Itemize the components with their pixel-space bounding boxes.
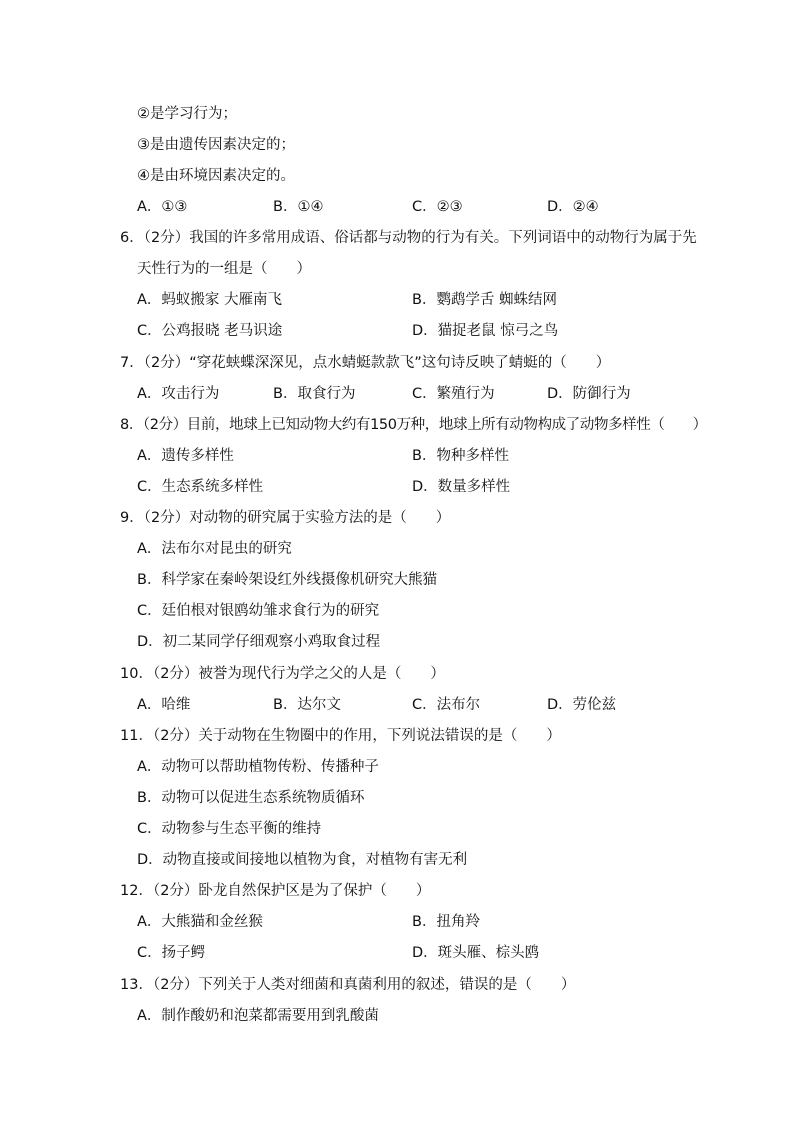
q5-option-d[interactable]: D．②④ bbox=[547, 199, 599, 215]
q5-option-c[interactable]: C．②③ bbox=[412, 199, 463, 215]
q10-option-c[interactable]: C．法布尔 bbox=[412, 697, 481, 713]
q12-stem: 12．（2分）卧龙自然保护区是为了保护（ ） bbox=[120, 883, 431, 899]
q9-option-c[interactable]: C．廷伯根对银鸥幼雏求食行为的研究 bbox=[137, 603, 380, 619]
q7-option-d[interactable]: D．防御行为 bbox=[547, 386, 631, 402]
q10-option-a[interactable]: A．哈维 bbox=[137, 697, 191, 713]
q9-option-b[interactable]: B．科学家在秦岭架设红外线摄像机研究大熊猫 bbox=[137, 572, 437, 588]
q5-option-a[interactable]: A．①③ bbox=[137, 199, 188, 215]
q5-statement-3: ③是由遗传因素决定的； bbox=[137, 137, 295, 153]
q12-option-d[interactable]: D．斑头雁、棕头鸥 bbox=[412, 945, 540, 961]
q7-option-b[interactable]: B．取食行为 bbox=[273, 386, 356, 402]
q5-option-b[interactable]: B．①④ bbox=[273, 199, 324, 215]
q7-stem: 7．（2分）“穿花蛱蝶深深见，点水蜻蜓款款飞”这句诗反映了蜻蜓的（ ） bbox=[120, 355, 611, 371]
q7-option-a[interactable]: A．攻击行为 bbox=[137, 386, 220, 402]
q10-option-d[interactable]: D．劳伦兹 bbox=[547, 697, 617, 713]
q12-option-b[interactable]: B．扭角羚 bbox=[412, 914, 480, 930]
q12-option-a[interactable]: A．大熊猫和金丝猴 bbox=[137, 914, 263, 930]
q11-option-b[interactable]: B．动物可以促进生态系统物质循环 bbox=[137, 790, 365, 806]
q9-option-a[interactable]: A．法布尔对昆虫的研究 bbox=[137, 541, 292, 557]
q6-option-d[interactable]: D．猫捉老鼠 惊弓之鸟 bbox=[412, 323, 559, 339]
q6-option-b[interactable]: B．鹦鹉学舌 蜘蛛结网 bbox=[412, 292, 558, 308]
q11-stem: 11．（2分）关于动物在生物圈中的作用，下列说法错误的是（ ） bbox=[120, 728, 561, 744]
q7-option-c[interactable]: C．繁殖行为 bbox=[412, 386, 495, 402]
q8-stem: 8．（2分）目前，地球上已知动物大约有150万种，地球上所有动物构成了动物多样性（ ） bbox=[120, 417, 707, 433]
q8-option-b[interactable]: B．物种多样性 bbox=[412, 448, 509, 464]
q6-stem-line1: 6．（2分）我国的许多常用成语、俗话都与动物的行为有关。下列词语中的动物行为属于先 bbox=[120, 230, 697, 246]
q6-stem-line2: 天性行为的一组是（ ） bbox=[137, 261, 311, 277]
q11-option-d[interactable]: D．动物直接或间接地以植物为食，对植物有害无利 bbox=[137, 852, 468, 868]
q8-option-c[interactable]: C．生态系统多样性 bbox=[137, 479, 264, 495]
q11-option-a[interactable]: A．动物可以帮助植物传粉、传播种子 bbox=[137, 759, 379, 775]
q10-stem: 10．（2分）被誉为现代行为学之父的人是（ ） bbox=[120, 666, 445, 682]
q5-statement-2: ②是学习行为； bbox=[137, 106, 237, 122]
q6-option-a[interactable]: A．蚂蚁搬家 大雁南飞 bbox=[137, 292, 283, 308]
q12-option-c[interactable]: C．扬子鳄 bbox=[137, 945, 206, 961]
q5-statement-4: ④是由环境因素决定的。 bbox=[137, 168, 295, 184]
q13-option-a[interactable]: A．制作酸奶和泡菜都需要用到乳酸菌 bbox=[137, 1008, 379, 1024]
q6-option-c[interactable]: C．公鸡报晓 老马识途 bbox=[137, 323, 283, 339]
q8-option-a[interactable]: A．遗传多样性 bbox=[137, 448, 234, 464]
q11-option-c[interactable]: C．动物参与生态平衡的维持 bbox=[137, 821, 322, 837]
q10-option-b[interactable]: B．达尔文 bbox=[273, 697, 341, 713]
q13-stem: 13．（2分）下列关于人类对细菌和真菌利用的叙述，错误的是（ ） bbox=[120, 977, 576, 993]
q8-option-d[interactable]: D．数量多样性 bbox=[412, 479, 511, 495]
q9-option-d[interactable]: D．初二某同学仔细观察小鸡取食过程 bbox=[137, 634, 381, 650]
q9-stem: 9．（2分）对动物的研究属于实验方法的是（ ） bbox=[120, 510, 451, 526]
